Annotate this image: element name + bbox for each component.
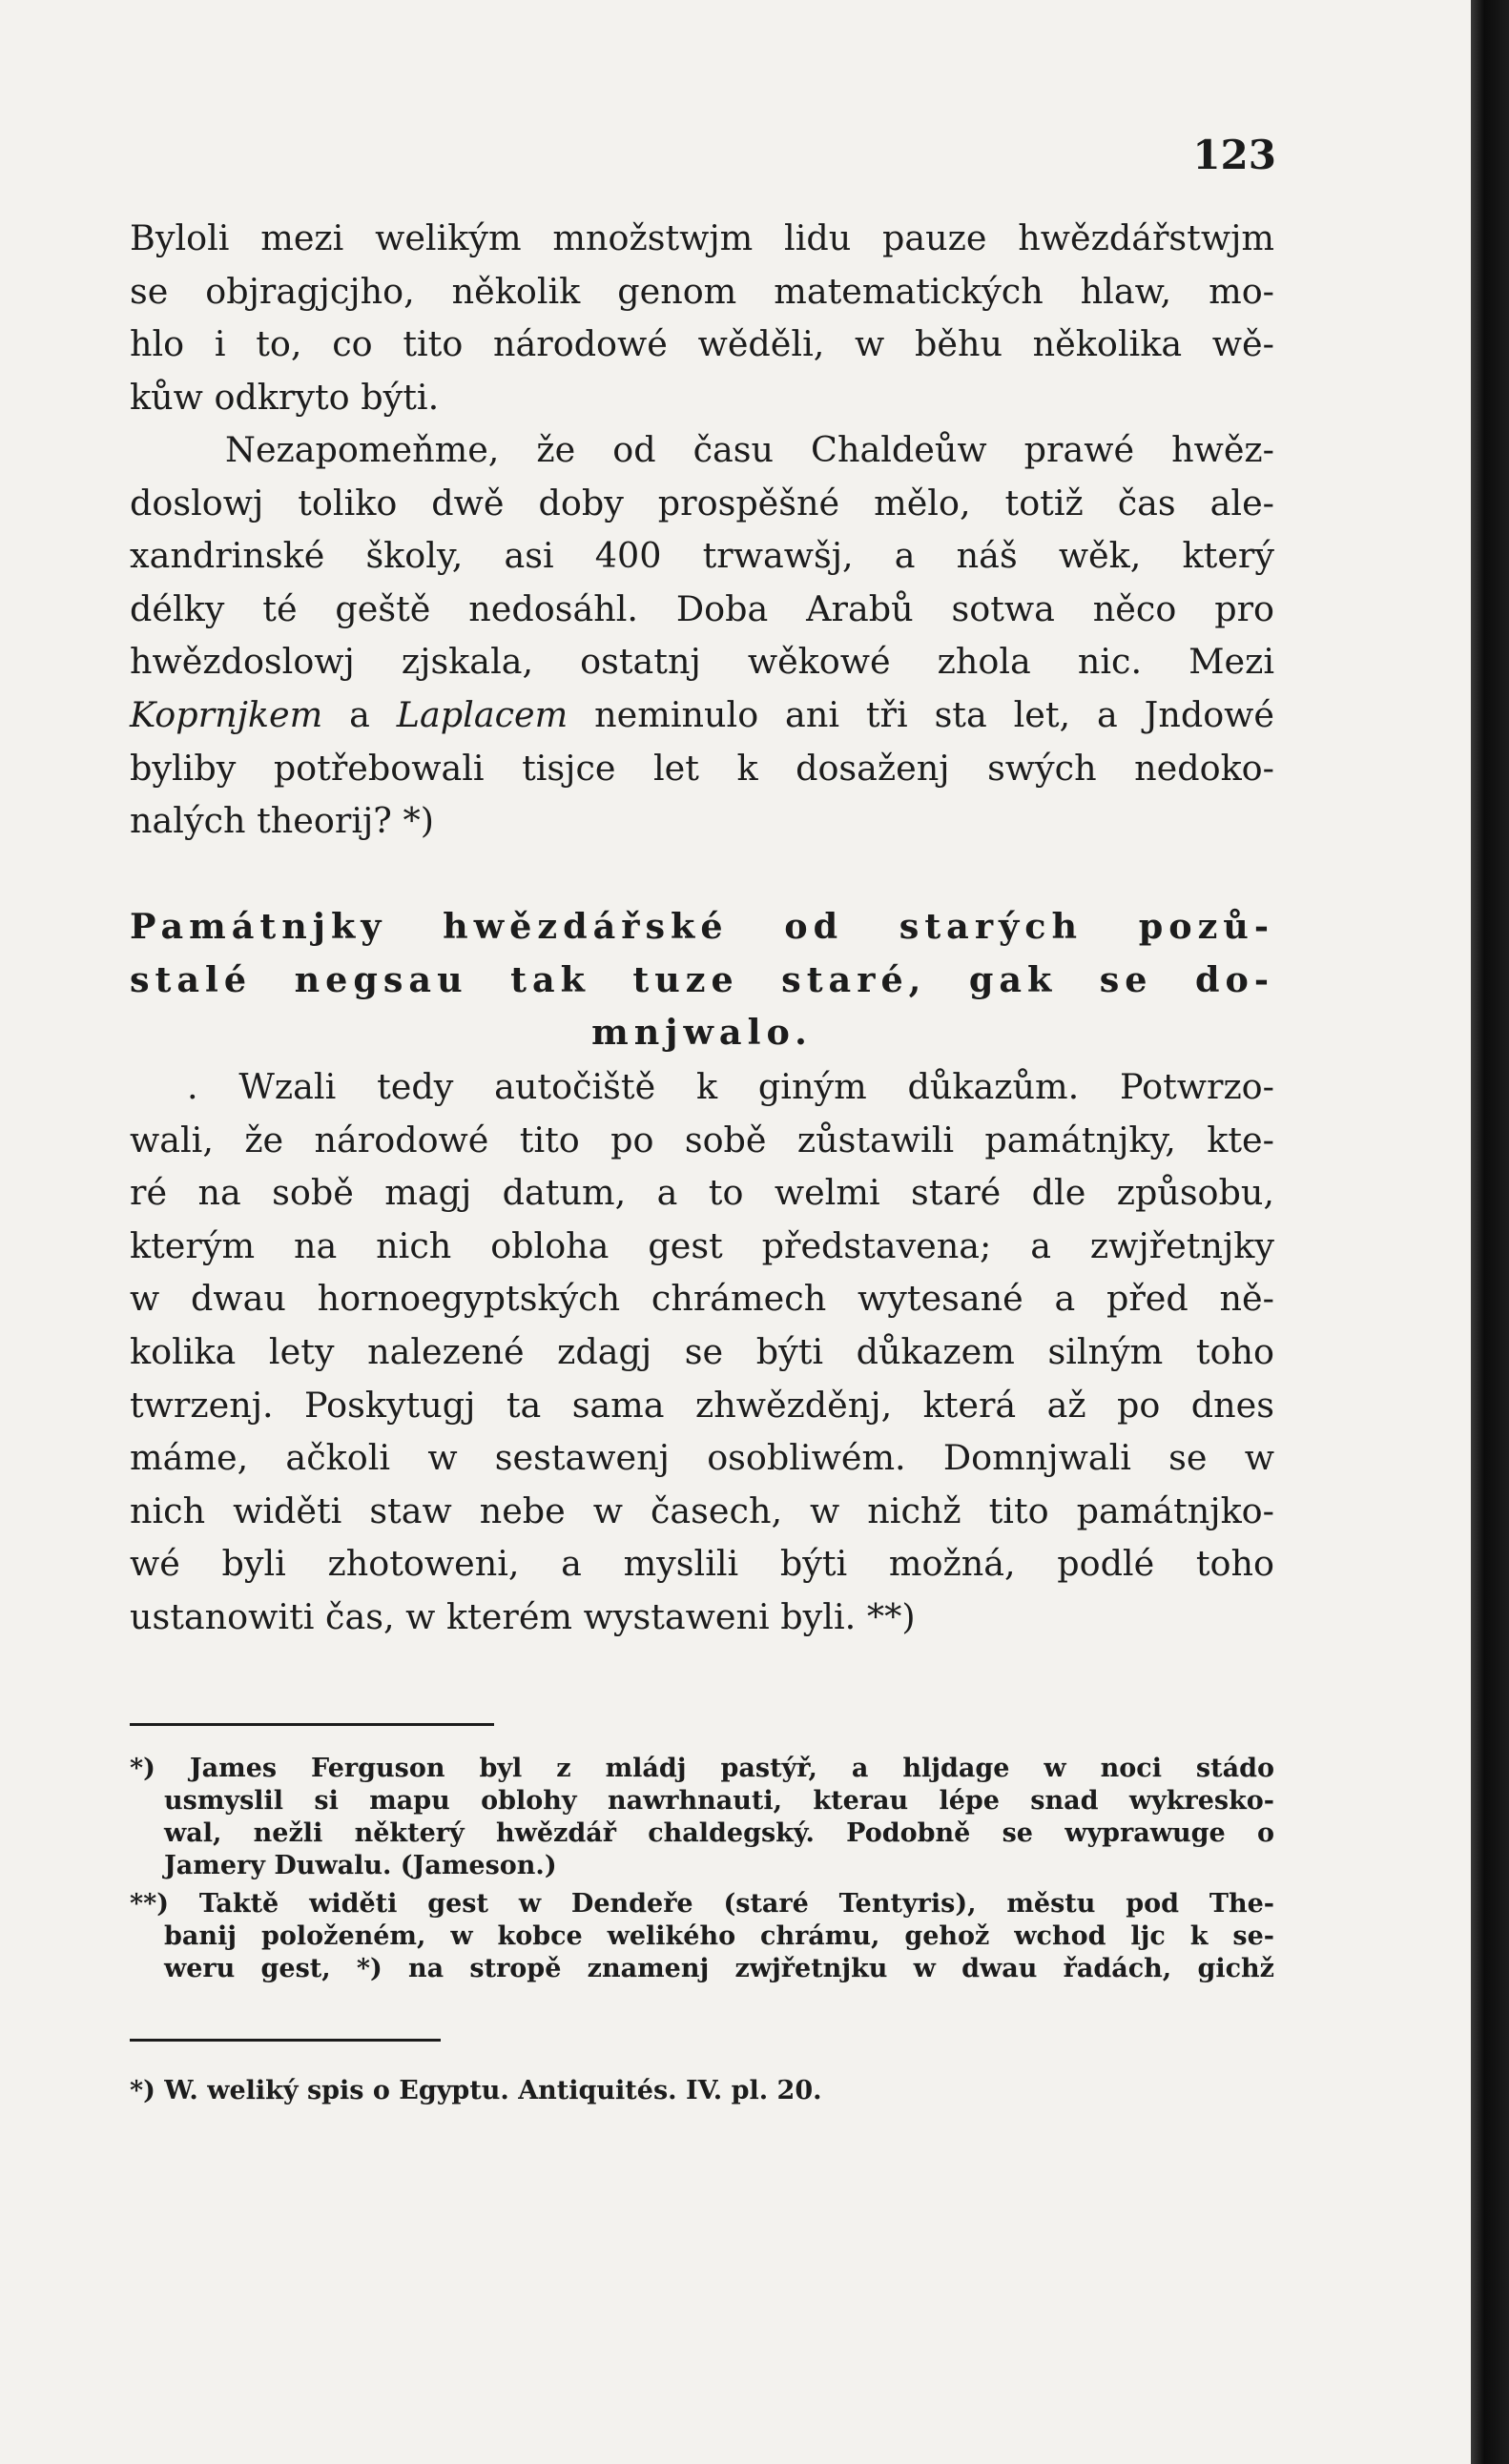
text-line: twrzenj. Poskytugj ta sama zhwězděnj, která až po dnes	[130, 1384, 1274, 1426]
text-line: Nezapomeňme, že od času Chaldeůw prawé hwěz-	[225, 429, 1274, 470]
footnote-line: wal, nežli některý hwězdář chaldegský. Podobně se wyprawuge o	[164, 1818, 1274, 1848]
footnote-line: **) Taktě widěti gest w Dendeře (staré Tentyris), městu pod The-	[130, 1889, 1274, 1919]
text-line: se objragjcjho, několik genom matematických hlaw, mo-	[130, 270, 1274, 312]
text-line: ré na sobě magj datum, a to welmi staré dle způsobu,	[130, 1172, 1274, 1214]
footnote-line: Jamery Duwalu. (Jameson.)	[164, 1851, 557, 1880]
footnote-line: usmyslil si mapu oblohy nawrhnauti, kterau lépe snad wykresko-	[164, 1786, 1274, 1816]
section-heading	[130, 900, 1274, 1059]
name-laplacem: Laplacem	[396, 693, 568, 735]
text-line: hlo i to, co tito národowé wěděli, w běhu několika wě-	[130, 323, 1274, 365]
footnote-line: weru gest, *) na stropě znamenj zwjřetnjku w dwau řadách, gichž	[164, 1954, 1274, 1983]
footnote-line: *) W. weliký spis o Egyptu. Antiquités. IV. pl. 20.	[130, 2076, 822, 2105]
text-line: . Wzali tedy autočiště k giným důkazům. Potwrzo-	[187, 1066, 1274, 1107]
text-line: délky té geště nedosáhl. Doba Arabů sotwa něco pro	[130, 587, 1274, 629]
text-line: ustanowiti čas, w kterém wystaweni byli. **)	[130, 1595, 916, 1637]
heading-line: stalé negsau tak tuze staré, gak se do-	[130, 958, 1274, 1000]
text-line: Byloli mezi welikým množstwjm lidu pauze hwězdářstwjm	[130, 217, 1274, 258]
paragraph-1	[130, 212, 1274, 423]
text-line-italic-names: Koprnjkem a Laplacem neminulo ani tři sta let, a Jndowé	[130, 693, 1275, 735]
page-number: 123	[1192, 132, 1276, 178]
heading-line: mnjwalo.	[591, 1012, 813, 1054]
text-line: byliby potřebowali tisjce let k dosaženj swých nedoko-	[130, 747, 1274, 789]
text-line: kterým na nich obloha gest představena; a zwjřetnjky	[130, 1224, 1274, 1266]
footnote-divider	[130, 1723, 494, 1726]
footnote-1	[130, 1753, 1274, 1882]
footnote-line: *) James Ferguson byl z mládj pastýř, a hljdage w noci stádo	[130, 1754, 1274, 1783]
footnote-divider-2	[130, 2039, 441, 2042]
text-line: doslowj toliko dwě doby prospěšné mělo, totiž čas ale-	[130, 482, 1274, 524]
text-line: hwězdoslowj zjskala, ostatnj wěkowé zhola nic. Mezi	[130, 641, 1274, 683]
text-line: wali, že národowé tito po sobě zůstawili památnjky, kte-	[130, 1119, 1274, 1160]
text-line: xandrinské školy, asi 400 trwawšj, a náš wěk, který	[130, 535, 1274, 577]
text-line: nalých theorij? *)	[130, 800, 434, 842]
page-edge-shadow	[1471, 0, 1509, 2464]
text-line: máme, ačkoli w sestawenj osobliwém. Domnjwali se w	[130, 1437, 1274, 1479]
text-line: w dwau hornoegyptských chrámech wytesané a před ně-	[130, 1278, 1274, 1320]
footnote-2	[130, 1888, 1274, 1985]
paragraph-2	[130, 423, 1274, 848]
text-line: kolika lety nalezené zdagj se býti důkazem silným toho	[130, 1330, 1274, 1372]
footnote-3	[130, 2075, 1274, 2107]
text-line: wé byli zhotoweni, a myslili býti možná, podlé toho	[130, 1543, 1274, 1585]
text-line: nich widěti staw nebe w časech, w nichž tito památnjko-	[130, 1489, 1274, 1531]
name-koprnjkem: Koprnjkem	[130, 693, 323, 735]
heading-line: Památnjky hwězdářské od starých pozů-	[130, 906, 1274, 947]
footnote-line: banij položeném, w kobce welikého chrámu, gehož wchod ljc k se-	[164, 1921, 1274, 1951]
text-line: kůw odkryto býti.	[130, 376, 440, 418]
paragraph-3	[130, 1060, 1274, 1644]
